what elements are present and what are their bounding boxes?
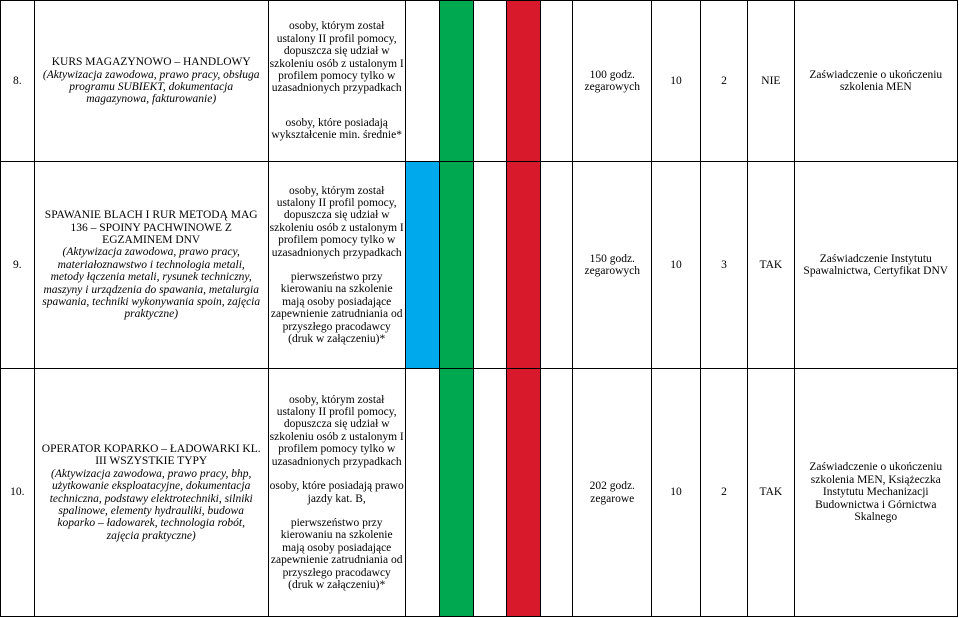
course-description: (Aktywizacja zawodowa, prawo pracy, bhp, użytkowanie eksploatacyjne, dokumentacja techniczna, podstawy elektrotechniki, silniki spalinowe, elementy hydrauliki, budowa koparko – ładowarek, technologia robót, zajęcia praktyczne) — [49, 467, 253, 542]
exam-cell: TAK — [748, 162, 794, 369]
requirement-text: osoby, którym został ustalony II profil pomocy, dopuszcza się udział w szkoleniu osób z ustalonym I profilem pomocy tylko w uzasadnionych przypadkach — [269, 393, 404, 468]
requirement-text: osoby, którym został ustalony II profil pomocy, dopuszcza się udział w szkoleniu osób z ustalonym I profilem pomocy tylko w uzasadnionych przypadkach — [269, 184, 404, 259]
blank-marker — [540, 1, 573, 162]
requirement-text: osoby, które posiadają wykształcenie min. średnie* — [271, 116, 402, 142]
course-description: (Aktywizacja zawodowa, prawo pracy, materiałoznawstwo i technologia metali, metody łączenia metali, rysunek techniczny, maszyny i urządzenia do spawania, metalurgia spawania, techniki wykonywania spoin, zajęcia praktyczne) — [42, 246, 261, 321]
table-row — [1, 1, 958, 162]
course-description: (Aktywizacja zawodowa, prawo pracy, obsługa programu SUBIEKT, dokumentacja magazynowa, fakturowanie) — [42, 68, 260, 106]
groups-cell: 2 — [700, 369, 747, 617]
blank-marker — [474, 162, 507, 369]
hours-cell: 150 godz. zegarowych — [573, 162, 652, 369]
requirements-cell — [268, 369, 405, 617]
blank-marker — [474, 1, 507, 162]
groups-cell: 2 — [700, 1, 747, 162]
hours-cell: 100 godz. zegarowych — [573, 1, 652, 162]
certificate-cell: Zaświadczenie o ukończeniu szkolenia MEN, Książeczka Instytutu Mechanizacji Budownictwa i Górnictwa Skalnego — [794, 369, 957, 617]
requirements-cell — [268, 1, 405, 162]
red-marker — [506, 162, 540, 369]
groups-cell: 3 — [700, 162, 747, 369]
course-title: KURS MAGAZYNOWO – HANDLOWY — [51, 56, 251, 69]
hours-cell: 202 godz. zegarowe — [573, 369, 652, 617]
row-number: 9. — [1, 162, 35, 369]
exam-cell: NIE — [748, 1, 794, 162]
green-marker — [440, 369, 474, 617]
course-title: OPERATOR KOPARKO – ŁADOWARKI KL. III WSZYSTKIE TYPY — [41, 442, 261, 468]
row-number: 8. — [1, 1, 35, 162]
certificate-cell: Zaświadczenie o ukończeniu szkolenia MEN — [794, 1, 957, 162]
cyan-marker — [405, 369, 440, 617]
participants-cell: 10 — [652, 369, 700, 617]
course-cell — [34, 162, 268, 369]
requirements-cell — [268, 162, 405, 369]
course-title: SPAWANIE BLACH I RUR METODĄ MAG 136 – SPOINY PACHWINOWE Z EGZAMINEM DNV — [44, 209, 258, 246]
certificate-cell: Zaświadczenie Instytutu Spawalnictwa, Certyfikat DNV — [794, 162, 957, 369]
participants-cell: 10 — [652, 1, 700, 162]
course-cell — [34, 369, 268, 617]
cyan-marker — [405, 162, 440, 369]
green-marker — [440, 1, 474, 162]
blank-marker — [540, 162, 573, 369]
table-row — [1, 369, 958, 617]
red-marker — [506, 369, 540, 617]
requirement-text: osoby, które posiadają prawo jazdy kat. B, — [269, 480, 404, 505]
participants-cell: 10 — [652, 162, 700, 369]
blank-marker — [474, 369, 507, 617]
table-row — [1, 162, 958, 369]
requirement-text: pierwszeństwo przy kierowaniu na szkolenie mają osoby posiadające zapewnienie zatrudniania od przyszłego pracodawcy (druk w załączeniu)* — [270, 516, 403, 591]
exam-cell: TAK — [748, 369, 794, 617]
cyan-marker — [405, 1, 440, 162]
red-marker — [506, 1, 540, 162]
requirement-text: pierwszeństwo przy kierowaniu na szkolenie mają osoby posiadające zapewnienie zatrudniania od przyszłego pracodawcy (druk w załączeniu)* — [270, 271, 403, 346]
requirement-text: osoby, którym został ustalony II profil pomocy, dopuszcza się udział w szkoleniu osób z ustalonym I profilem pomocy tylko w uzasadnionych przypadkach — [269, 20, 404, 95]
green-marker — [440, 162, 474, 369]
row-number: 10. — [1, 369, 35, 617]
course-cell — [34, 1, 268, 162]
blank-marker — [540, 369, 573, 617]
